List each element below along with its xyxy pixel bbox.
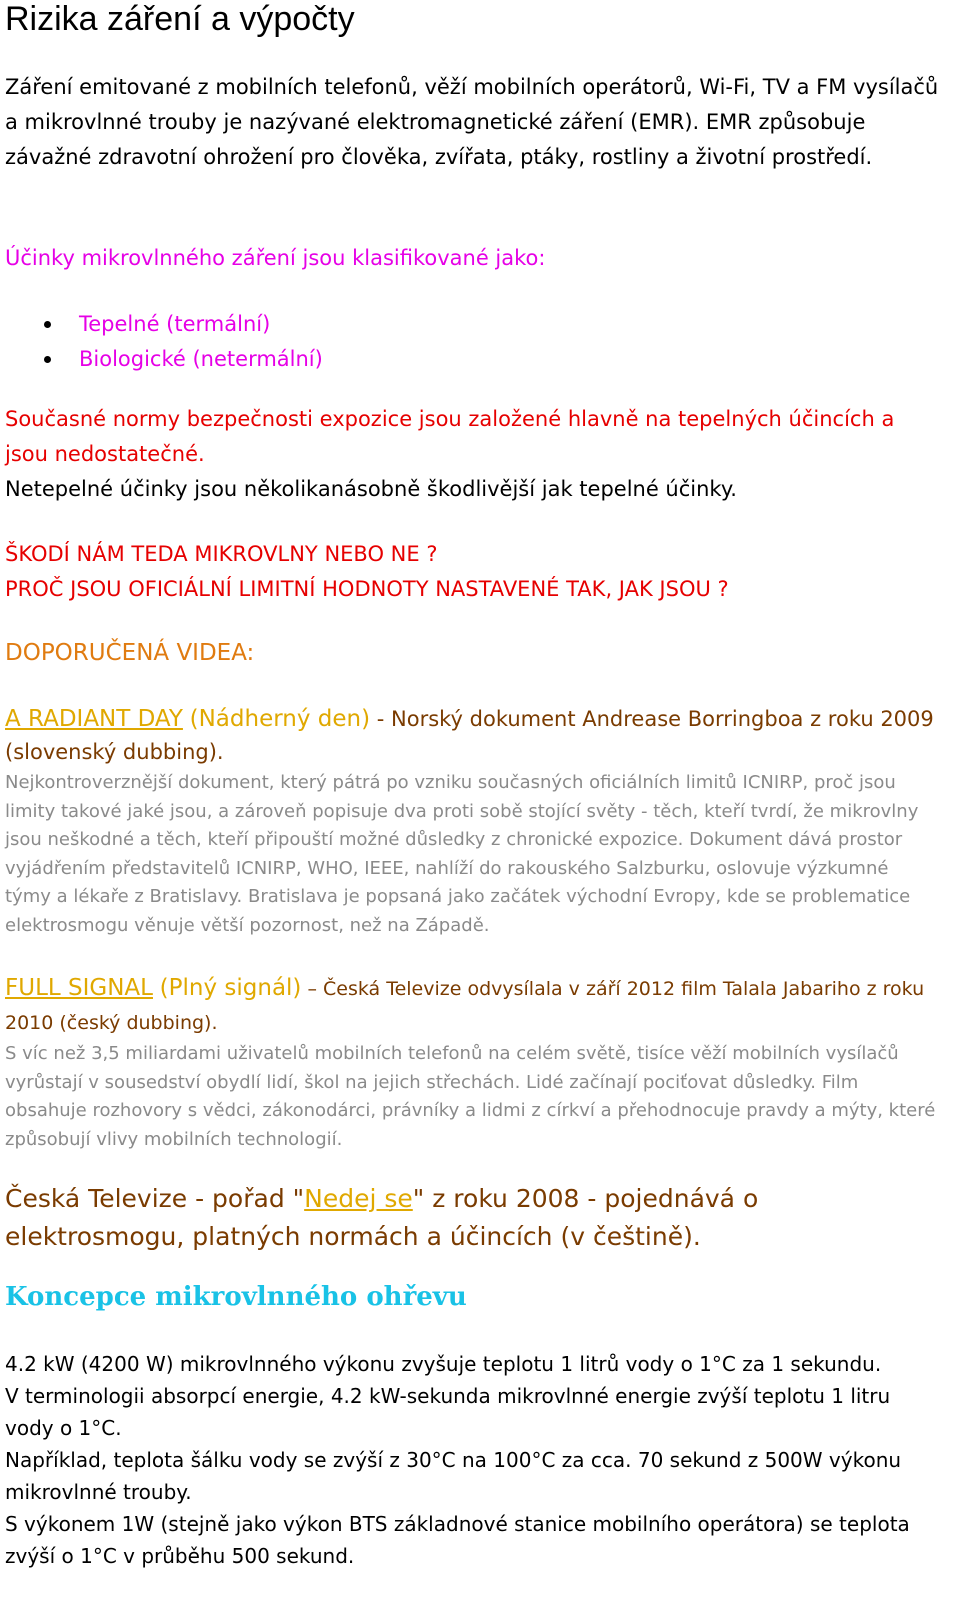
fact-line: Například, teplota šálku vody se zvýší z 30°C na 100°C za cca. 70 sekund z 500W výkonu mikrovlnné trouby. <box>5 1448 902 1504</box>
video-entry-full-signal <box>5 972 940 1154</box>
fact-line: S výkonem 1W (stejně jako výkon BTS základnové stanice mobilního operátora) se teplota zvýší o 1°C v průběhu 500 sekund. <box>5 1512 910 1568</box>
ct-text-before: Česká Televize - pořad " <box>5 1184 305 1213</box>
facts-block <box>5 1348 940 1572</box>
fact-line: V terminologii absorpcí energie, 4.2 kW-sekunda mikrovlnné energie zvýší teplotu 1 litru vody o 1°C. <box>5 1384 891 1440</box>
video-subtitle: (Nádherný den) <box>189 706 371 732</box>
video-subtitle: (Plný signál) <box>159 975 302 1001</box>
videos-heading: DOPORUČENÁ VIDEA: <box>5 640 255 666</box>
video-link-full-signal[interactable]: FULL SIGNAL <box>5 975 153 1001</box>
list-item <box>5 342 323 377</box>
video-entry-radiant-day <box>5 703 940 941</box>
effects-heading: Účinky mikrovlnného záření jsou klasifikované jako: <box>5 246 546 270</box>
questions-block <box>5 537 940 607</box>
fact-line: 4.2 kW (4200 W) mikrovlnného výkonu zvyšuje teplotu 1 litrů vody o 1°C za 1 sekundu. <box>5 1352 882 1376</box>
intro-paragraph: Záření emitované z mobilních telefonů, věží mobilních operátorů, Wi-Fi, TV a FM vysílačů a mikrovlnné trouby je nazývané elektromagnetické záření (EMR). EMR způsobuje závažné zdravotní ohrožení pro člověka, zvířata, ptáky, rostliny a životní prostředí. <box>5 75 939 169</box>
ct-text-after: " z roku 2008 - pojednává o elektrosmogu, platných normách a účincích (v češtině). <box>5 1184 759 1251</box>
ct-program-paragraph <box>5 1180 940 1256</box>
norms-statement: Netepelné účinky jsou několikanásobně škodlivější jak tepelné účinky. <box>5 477 737 501</box>
effect-label: Tepelné (termální) <box>79 312 271 336</box>
norms-warning: Současné normy bezpečnosti expozice jsou založené hlavně na tepelných účincích a jsou nedostatečné. <box>5 407 895 466</box>
bullet-icon <box>44 356 51 363</box>
video-description: Nejkontroverznější dokument, který pátrá po vzniku současných oficiálních limitů ICNIRP, proč jsou limity takové jaké jsou, a zároveň popisuje dva proti sobě stojící světy - těch, kteří tvrdí, že mikrovlny jsou neškodné a těch, kteří připouští možné důsledky z chronické expozice. Dokument dává prostor vyjádřením představitelů ICNIRP, WHO, IEEE, nahlíží do rakouského Salzburku, oslovuje výzkumné týmy a lékaře z Bratislavy. Bratislava je popsaná jako začátek východní Evropy, kde se problematice elektrosmogu věnuje větší pozornost, než na Západě. <box>5 772 919 936</box>
page-title: Rizika záření a výpočty <box>5 0 355 38</box>
video-header <box>5 972 940 1040</box>
ct-link-nedej-se[interactable]: Nedej se <box>304 1184 413 1213</box>
bullet-icon <box>44 321 51 328</box>
video-description: S víc než 3,5 miliardami uživatelů mobilních telefonů na celém světě, tisíce věží mobilních vysílačů vyrůstají v sousedství obydlí lidí, škol na jejich střechách. Lidé začínají pociťovat důsledky. Film obsahuje rozhovory s vědci, zákonodárci, právníky a lidmi z církví a přehodnocuje pravdy a mýty, které způsobují vlivy mobilních technologií. <box>5 1043 936 1150</box>
effects-list <box>5 307 323 377</box>
video-summary: - Norský dokument Andrease Borringboa z roku 2009 (slovenský dubbing). <box>5 707 934 764</box>
effect-label: Biologické (netermální) <box>79 347 323 371</box>
video-summary: – Česká Televize odvysílala v září 2012 film Talala Jabariho z roku 2010 (český dubbing). <box>5 978 925 1034</box>
video-link-radiant-day[interactable]: A RADIANT DAY <box>5 706 183 732</box>
question-line: ŠKODÍ NÁM TEDA MIKROVLNY NEBO NE ? <box>5 542 438 566</box>
question-line: PROČ JSOU OFICIÁLNÍ LIMITNÍ HODNOTY NASTAVENÉ TAK, JAK JSOU ? <box>5 577 729 601</box>
list-item <box>5 307 323 342</box>
concept-heading: Koncepce mikrovlnného ohřevu <box>5 1282 467 1312</box>
video-header <box>5 703 940 769</box>
norms-paragraph <box>5 402 940 507</box>
